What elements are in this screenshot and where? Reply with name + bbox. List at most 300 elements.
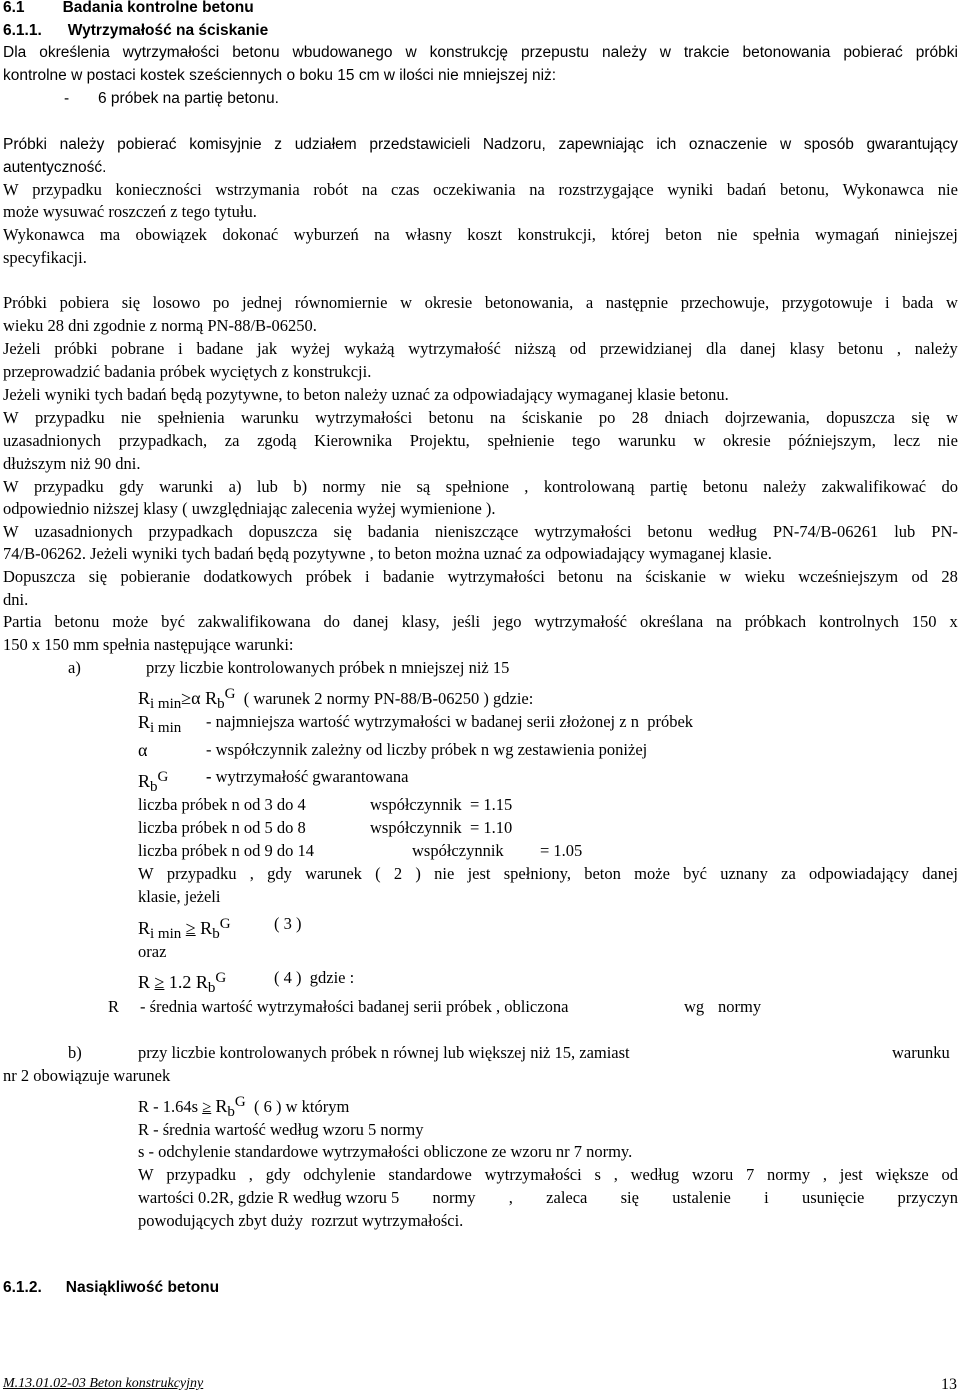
formula-symbol: R [205, 688, 218, 708]
formula-symbol: R [138, 972, 151, 992]
word: odchylenie [303, 1165, 376, 1184]
formula-text: ( warunek 2 normy PN-88/B-06250 ) gdzie: [243, 689, 534, 708]
bullet-dash: - [64, 90, 70, 107]
definition-dash: - [206, 767, 212, 786]
definition-text: normy [718, 997, 762, 1016]
word: dodatkowych [203, 567, 293, 586]
word: 150 [911, 612, 937, 631]
word: w [946, 408, 958, 427]
coef-value: = 1.05 [540, 841, 583, 860]
word: danej [740, 339, 776, 358]
list-text-b: przy liczbie kontrolowanych próbek n równej lub większej niż 15, zamiast [138, 1043, 630, 1062]
coef-label: liczba próbek n od 5 do 8 [138, 818, 306, 837]
word: okresie [424, 293, 473, 312]
word: spełnienie [487, 431, 555, 450]
word: jednej [241, 293, 283, 312]
word: przechowuje, [680, 293, 770, 312]
coef-name: współczynnik [412, 841, 504, 860]
word: nie [717, 225, 738, 244]
word: nie [121, 408, 142, 427]
paragraph-line [3, 43, 958, 63]
word: przypadkach [148, 522, 233, 541]
formula-text: ( 6 ) w którym [253, 1097, 350, 1116]
word: w [659, 44, 671, 61]
word: po [212, 293, 230, 312]
word: ustalenie [672, 1188, 731, 1207]
formula-symbol: R [138, 771, 151, 791]
word: Wykonawca [842, 180, 925, 199]
word: W [138, 1165, 154, 1184]
paragraph-line: specyfikacji. [3, 248, 87, 267]
word: pobierać [843, 44, 903, 61]
word: zakwalifikowana [197, 612, 311, 631]
word: Partia [3, 612, 42, 631]
heading-number: 6.1.1. [3, 22, 42, 39]
word: do [323, 612, 341, 631]
paragraph-line: Jeżeli wyniki tych badań będą pozytywne, to beton należy uznać za odpowiadający wymaganej klasie betonu. [3, 385, 729, 404]
word: Próbki [3, 136, 47, 153]
formula-symbol: R [138, 712, 151, 732]
word: wytrzymałości [484, 1165, 582, 1184]
word: udziałem [294, 136, 357, 153]
word: normy [767, 1165, 811, 1184]
word: nieniszczące [435, 522, 519, 541]
word: konieczności [115, 180, 202, 199]
formula-symbol: R [138, 688, 151, 708]
heading-title: Nasiąkliwość betonu [65, 1279, 220, 1296]
word: jego [493, 612, 522, 631]
coef-label: liczba próbek n od 9 do 14 [138, 841, 314, 860]
word: dojrzewania, [725, 408, 810, 427]
list-text-b-tail: warunku [892, 1043, 950, 1062]
word: wytrzymałości [447, 567, 545, 586]
paragraph-line [138, 1188, 958, 1208]
word: gwarantujący [866, 136, 958, 153]
word: warunek [305, 864, 362, 883]
word: beton [584, 864, 621, 883]
word: jest [839, 1165, 863, 1184]
word: danej [353, 612, 389, 631]
word: przepustu [520, 44, 590, 61]
formula-3 [138, 914, 231, 944]
word: wstrzymania [215, 180, 300, 199]
definition-text: - najmniejsza wartość wytrzymałości w badanej serii złożonej z n próbek [206, 712, 694, 731]
word: w [719, 567, 732, 586]
word: i [885, 293, 890, 312]
word: normy [322, 477, 366, 496]
coef-value: = 1.10 [470, 818, 513, 837]
word: betonu [838, 339, 884, 358]
word: pobiera [59, 293, 110, 312]
word: przypadkach, [118, 431, 208, 450]
word: której [611, 225, 650, 244]
word: dniach [664, 408, 709, 427]
definition-symbol: R [108, 997, 120, 1016]
word: badane [196, 339, 244, 358]
word: według [708, 522, 757, 541]
formula-coefficient: 1.2 R [168, 972, 208, 992]
word: przedstawicieli [369, 136, 471, 153]
word: z [274, 136, 283, 153]
word: betonu, [779, 180, 829, 199]
paragraph-line [3, 180, 958, 200]
word: na [374, 225, 390, 244]
word: do [941, 477, 958, 496]
formula-superscript: G [224, 686, 236, 702]
word: niższą [514, 339, 556, 358]
formula-subscript: b [217, 696, 225, 712]
word: zapewniając [558, 136, 644, 153]
heading-number: 6.1 [3, 0, 25, 16]
word: 2 [393, 864, 403, 883]
word: konstrukcję [429, 44, 509, 61]
word: gdy [119, 477, 144, 496]
word: na [489, 408, 506, 427]
word: x [949, 612, 958, 631]
word: jak [256, 339, 278, 358]
word: od [941, 1165, 958, 1184]
word: na [616, 567, 633, 586]
word: losowo [152, 293, 201, 312]
word: nie [434, 864, 455, 883]
paragraph-line: kontrolne w postaci kostek sześciennych o boku 15 cm w ilości nie mniejszej niż: [3, 67, 557, 84]
word: Wykonawca [3, 225, 85, 244]
formula-symbol: R [138, 918, 151, 938]
section-heading-6-1-2 [3, 1278, 219, 1298]
word: pobierać [117, 136, 177, 153]
word: i [178, 339, 183, 358]
word: betonowania [742, 44, 831, 61]
word: danej [922, 864, 958, 883]
word: wzoru [691, 1165, 734, 1184]
word: , [822, 1165, 828, 1184]
word: pobrane [111, 339, 165, 358]
word: według [630, 1165, 680, 1184]
word: pobieranie [120, 567, 191, 586]
paragraph-line: dłuższym niż 90 dni. [3, 454, 141, 473]
word: trakcie [683, 44, 730, 61]
word: należy [914, 339, 958, 358]
word: na [716, 612, 732, 631]
word: może [112, 612, 149, 631]
word: wyżej [290, 339, 331, 358]
word: niniejszej [894, 225, 958, 244]
word: ściskanie [521, 408, 583, 427]
word: przyczyn [897, 1188, 958, 1207]
formula-6 [138, 1092, 349, 1122]
formula-superscript: G [219, 916, 231, 932]
word: wieku [744, 567, 785, 586]
word: ma [99, 225, 121, 244]
word: przypadku [32, 180, 102, 199]
word: próbki [54, 339, 98, 358]
word: Jeżeli [3, 339, 41, 358]
word: dopuszcza [826, 408, 895, 427]
formula-subscript: i min [150, 696, 182, 712]
formula-operator: ≥ [202, 1097, 212, 1116]
heading-title: Badania kontrolne betonu [62, 0, 254, 16]
formula-text: R - 1.64s [138, 1097, 199, 1116]
paragraph-line [3, 567, 958, 587]
word: przypadku [33, 477, 104, 496]
formula-number: ( 3 ) [274, 914, 302, 933]
word: zakwalifikować [821, 477, 927, 496]
word: uznany [720, 864, 768, 883]
word: betonu [428, 408, 474, 427]
word: W [138, 864, 154, 883]
formula-superscript: G [234, 1094, 246, 1110]
word: wytrzymałości [122, 44, 220, 61]
word: wbudowanego [292, 44, 393, 61]
formula-superscript: G [215, 970, 227, 986]
word: się [333, 522, 352, 541]
paragraph-line [3, 522, 958, 542]
word: W [3, 477, 19, 496]
definition-symbol [138, 712, 181, 738]
word: uzasadnionych [34, 522, 133, 541]
word: , [896, 339, 901, 358]
page-number: 13 [941, 1376, 957, 1393]
word: koszt [467, 225, 503, 244]
formula-operator: ≥ [185, 918, 196, 938]
word: próbek [305, 567, 352, 586]
word: a [585, 293, 594, 312]
formula-operator: ≥ [154, 972, 165, 992]
word: nie [937, 180, 958, 199]
word: należy [601, 44, 647, 61]
word: się [911, 408, 930, 427]
word: badanie [382, 567, 435, 586]
word: w [400, 293, 412, 312]
definition-text: s - odchylenie standardowe wytrzymałości obliczone ze wzoru nr 7 normy. [138, 1142, 633, 1161]
formula-symbol: R [200, 918, 213, 938]
word: PN- [931, 522, 958, 541]
definition-symbol [138, 767, 168, 797]
word: jest [467, 864, 491, 883]
word: i [364, 567, 370, 586]
paragraph-line [3, 225, 958, 245]
word: W [3, 408, 19, 427]
word: klasy, [401, 612, 440, 631]
word: i [764, 1188, 769, 1207]
word: po [598, 408, 616, 427]
word: dopuszcza [248, 522, 318, 541]
word: warunku [618, 431, 676, 450]
word: ich [656, 136, 677, 153]
list-label-b: b) [68, 1043, 82, 1062]
paragraph-line: odpowiednio niższej klasy ( uwzględniając zalecenia wyżej wymienione ). [3, 499, 496, 518]
word: przewidzianej [599, 339, 693, 358]
paragraph-line: dni. [3, 590, 29, 609]
word: przypadku [34, 408, 105, 427]
word: , [524, 477, 529, 496]
word: są [416, 477, 431, 496]
word: uzasadnionych [3, 431, 102, 450]
word: betonowania, [484, 293, 574, 312]
alpha-symbol: α [138, 740, 148, 760]
word: być [161, 612, 185, 631]
word: się [620, 1188, 639, 1207]
word: 7 [745, 1165, 755, 1184]
word: czas [391, 180, 420, 199]
paragraph-line [3, 612, 958, 632]
formula-2 [138, 684, 533, 714]
word: w [405, 44, 417, 61]
word: w [945, 293, 958, 312]
list-label-a: a) [68, 658, 81, 677]
paragraph-line: klasie, jeżeli [138, 887, 221, 906]
word: warunki [159, 477, 214, 496]
word: spełnia [752, 225, 800, 244]
word: sposób [803, 136, 854, 153]
definition-body: wytrzymałość gwarantowana [215, 767, 409, 786]
word: się [88, 567, 108, 586]
section-heading-6-1-1 [3, 21, 268, 41]
word: dokonać [222, 225, 279, 244]
word: odpowiadający [809, 864, 909, 883]
word: nie [937, 431, 958, 450]
paragraph-line [3, 408, 958, 428]
word: betonu [647, 522, 693, 541]
word: na [361, 180, 378, 199]
word: s [594, 1165, 601, 1184]
word: klasy [789, 339, 825, 358]
word: nie [380, 477, 402, 496]
word: Dopuszcza [3, 567, 76, 586]
word: w [693, 431, 706, 450]
word: wykażą [344, 339, 395, 358]
word: gdy [267, 864, 292, 883]
word: ) [415, 864, 421, 883]
word: beton [665, 225, 702, 244]
word: przypadku [166, 864, 237, 883]
paragraph-line: autentyczność. [3, 159, 107, 176]
word: w [780, 136, 792, 153]
word: od [911, 567, 929, 586]
word: może [634, 864, 670, 883]
word: wytrzymałości [534, 522, 632, 541]
paragraph-line: powodujących zbyt duży rozrzut wytrzymałości. [138, 1211, 464, 1230]
word: partię [649, 477, 688, 496]
word: wartości 0.2R, gdzie R według wzoru 5 [138, 1188, 400, 1207]
coef-name: współczynnik [370, 795, 462, 814]
formula-number: ( 4 ) gdzie : [274, 968, 355, 987]
formula-subscript: b [207, 980, 216, 996]
word: należy [763, 477, 807, 496]
word: oczekiwania [433, 180, 516, 199]
word: zaleca [546, 1188, 588, 1207]
word: normy [432, 1188, 476, 1207]
word: jeśli [452, 612, 481, 631]
word: warunku [240, 408, 299, 427]
paragraph-line: 74/B-06262. Jeżeli wyniki tych badań będą pozytywne , to beton można uznać za odpowiadający wymaganej klasie. [3, 544, 772, 563]
paragraph-line [3, 477, 958, 497]
word: dla [706, 339, 727, 358]
paragraph-line: 150 x 150 mm spełnia następujące warunki: [3, 635, 294, 654]
word: być [683, 864, 707, 883]
word: się [121, 293, 141, 312]
word: lub [256, 477, 278, 496]
paragraph-line [3, 431, 958, 451]
word: W [3, 180, 19, 199]
word: wyniki [667, 180, 714, 199]
paragraph-line [138, 864, 958, 884]
word: , [508, 1188, 513, 1207]
word: betonu [54, 612, 100, 631]
word: równomiernie [294, 293, 388, 312]
word: należy [59, 136, 105, 153]
word: wyburzeń [293, 225, 359, 244]
word: wcześniejszym [798, 567, 899, 586]
word: wytrzymałość [408, 339, 501, 358]
word: , [248, 1165, 253, 1184]
formula-subscript: i min [150, 926, 182, 942]
word: b) [293, 477, 308, 496]
heading-title: Wytrzymałość na ściskanie [67, 22, 269, 39]
word: spełnione [445, 477, 509, 496]
coef-label: liczba próbek n od 3 do 4 [138, 795, 306, 814]
word: za [781, 864, 796, 883]
formula-superscript: G [157, 769, 169, 785]
word: komisyjnie [189, 136, 262, 153]
definition-text: - współczynnik zależny od liczby próbek n wg zestawienia poniżej [206, 740, 648, 759]
word: wytrzymałość [534, 612, 627, 631]
word: na [529, 180, 545, 199]
word: Dla [3, 44, 27, 61]
coef-name: współczynnik [370, 818, 462, 837]
word: robót [313, 180, 349, 199]
word: kontrolowaną [543, 477, 635, 496]
word: tego [572, 431, 601, 450]
coef-value: = 1.15 [470, 795, 513, 814]
word: zgodą [257, 431, 297, 450]
word: własny [405, 225, 452, 244]
conjunction: oraz [138, 942, 167, 961]
word: betonu [232, 44, 280, 61]
word: większe [875, 1165, 929, 1184]
formula-symbol: R [215, 1096, 228, 1116]
word: Projektu, [409, 431, 470, 450]
word: rozstrzygające [558, 180, 654, 199]
word: próbkach [744, 612, 807, 631]
word: PN-74/B-06261 [772, 522, 879, 541]
word: przypadku [166, 1165, 237, 1184]
formula-subscript: b [212, 926, 220, 942]
word: W [3, 522, 19, 541]
formula-subscript: b [227, 1104, 235, 1120]
word: Nadzoru, [482, 136, 546, 153]
formula-4 [138, 968, 226, 998]
definition-text: - średnia wartość wytrzymałości badanej serii próbek , obliczona [140, 997, 569, 1016]
heading-number: 6.1.2. [3, 1279, 42, 1296]
word: Próbki [3, 293, 48, 312]
section-heading-6-1 [3, 0, 254, 18]
paragraph-line [3, 293, 958, 313]
word: betonu [558, 567, 604, 586]
word: określana [639, 612, 704, 631]
word: wymagań [815, 225, 880, 244]
word: Kierownika [314, 431, 393, 450]
word: a) [228, 477, 242, 496]
word: bada [902, 293, 934, 312]
word: okresie [723, 431, 771, 450]
formula-operator: ≥α [181, 688, 201, 708]
definition-text [206, 767, 409, 787]
word: ( [375, 864, 381, 883]
word: usunięcie [801, 1188, 865, 1207]
bullet-text: 6 próbek na partię betonu. [98, 90, 279, 107]
word: konstrukcji, [517, 225, 596, 244]
